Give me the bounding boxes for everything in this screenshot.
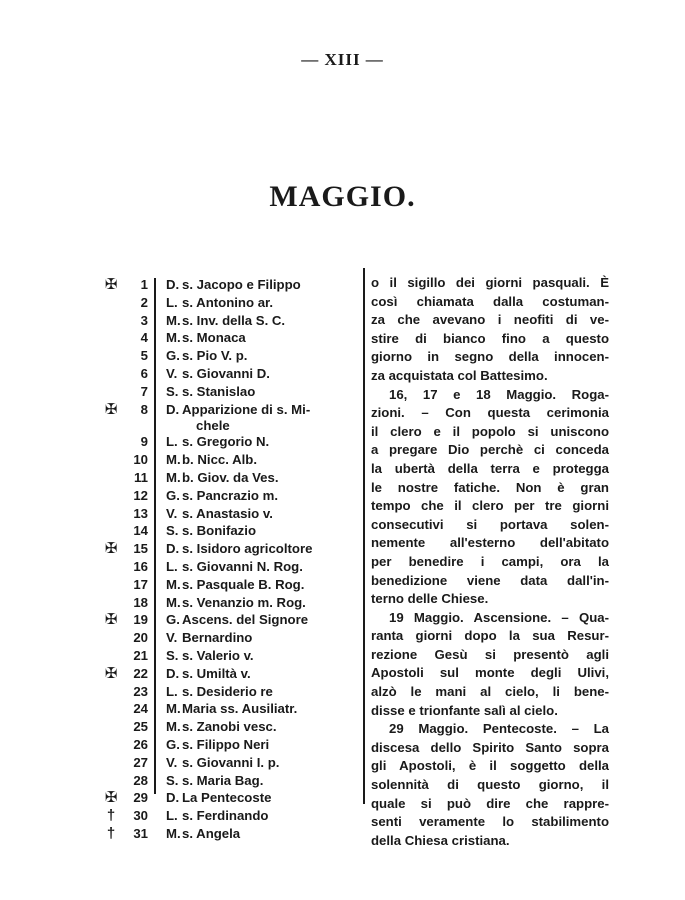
day-number: 21 [133,647,148,663]
note-line: rezione Gesù si presentò agli [371,646,609,662]
note-line: za acquistata col Battesimo. [371,367,548,383]
note-line: il clero e il popolo si uniscono [371,423,609,439]
note-line: le nostre fatiche. Non è gran [371,479,609,495]
saint-name: s. Gregorio N. [182,434,270,450]
note-line: stire di bianco fino a questo [371,330,609,346]
calendar-row [100,522,362,540]
calendar-row [100,276,362,294]
day-number: 25 [133,719,148,735]
calendar-row [100,469,362,487]
weekday: M. [166,312,181,328]
weekday: D. [166,541,180,557]
note-line: quale si può dire che rappre- [371,795,609,811]
calendar-row [100,665,362,683]
weekday: D. [166,401,180,417]
saint-name: La Pentecoste [182,790,272,806]
weekday: L. [166,558,178,574]
day-number: 3 [140,312,148,328]
day-number: 5 [140,348,148,364]
calendar-row [100,629,362,647]
saint-name: s. Inv. della S. C. [182,312,286,328]
calendar-row [100,347,362,365]
calendar-row [100,718,362,736]
note-line: per benedire i campi, ora la [371,553,609,569]
note-line: benedizione viene data dall'in- [371,572,609,588]
note-line: terno delle Chiese. [371,591,489,607]
note-line: alzò le mani al cielo, li bene- [371,684,609,700]
saint-name: s. Filippo Neri [182,736,270,752]
note-line: o il sigillo dei giorni pasquali. È [371,275,609,290]
saint-name: s. Venanzio m. Rog. [182,594,306,610]
day-number: 17 [133,576,148,592]
calendar-row [100,540,362,558]
calendar-row [100,401,362,419]
calendar-row [100,647,362,665]
weekday: S. [166,647,179,663]
weekday: M. [166,825,181,841]
calendar-row [100,772,362,790]
note-line: Apostoli sul monte degli Ulivi, [371,665,609,681]
saint-name: Bernardino [182,630,253,646]
day-number: 8 [140,401,148,417]
day-number: 1 [140,277,148,292]
calendar-row [100,611,362,629]
weekday: L. [166,683,178,699]
weekday: M. [166,719,181,735]
saint-name: chele [196,418,230,434]
saint-name: s. Desiderio re [182,683,273,699]
day-number: 4 [140,330,148,346]
day-number: 11 [134,469,148,485]
calendar-row [100,594,362,612]
saint-name: s. Giovanni D. [182,365,270,381]
feast-mark-icon: ✠ [104,400,118,418]
calendar-row [100,329,362,347]
calendar-row [100,312,362,330]
weekday: L. [166,294,178,310]
day-number: 6 [140,365,148,381]
weekday: S. [166,383,179,399]
calendar-row [100,433,362,451]
weekday: D. [166,665,180,681]
saint-name: s. Umiltà v. [182,665,251,681]
weekday: D. [166,277,180,292]
feast-mark-icon: ✠ [104,276,118,293]
saint-name: s. Stanislao [182,383,256,399]
day-number: 13 [133,505,148,521]
saint-name: s. Maria Bag. [182,772,264,788]
note-line: tempo che il clero per tre giorni [371,498,609,514]
note-line: così chiamata dalla costuman- [371,293,609,309]
page-number: — XIII — [301,50,384,69]
day-number: 12 [133,487,148,503]
saint-name: s. Anastasio v. [182,505,273,521]
calendar-row [100,418,362,433]
note-line: consecutivi si portava solen- [371,516,609,532]
calendar-row [100,736,362,754]
day-number: 14 [133,523,148,539]
day-number: 26 [133,736,148,752]
day-number: 28 [133,772,148,788]
saint-name: s. Zanobi vesc. [182,719,277,735]
saint-name: Maria ss. Ausiliatr. [182,701,298,717]
calendar-row [100,365,362,383]
feast-mark-icon: † [106,824,116,842]
weekday: G. [166,612,180,628]
day-number: 23 [133,683,148,699]
calendar-row [100,754,362,772]
weekday: L. [166,434,178,450]
note-line: gli Apostoli, è il soggetto della [371,758,609,774]
calendar-row [100,451,362,469]
saint-name: s. Jacopo e Filippo [182,277,301,292]
note-line: senti veramente lo stabilimento [371,814,609,830]
month-title: MAGGIO. [269,180,416,213]
note-line: 29 Maggio. Pentecoste. – La [389,721,609,737]
saint-name: Ascens. del Signore [182,612,309,628]
feast-mark-icon: ✠ [104,611,118,629]
calendar-row [100,558,362,576]
weekday: M. [166,330,181,346]
calendar-row [100,576,362,594]
weekday: V. [166,630,178,646]
weekday: G. [166,487,180,503]
saint-name: s. Ferdinando [182,808,269,824]
weekday: G. [166,736,180,752]
weekday: V. [166,365,178,381]
saint-name: s. Angela [182,825,241,841]
weekday: G. [166,348,180,364]
calendar-row [100,383,362,401]
feast-mark-icon: † [106,807,116,825]
day-number: 24 [133,701,148,717]
weekday: M. [166,594,181,610]
weekday: S. [166,523,179,539]
saint-name: s. Valerio v. [182,647,254,663]
feast-mark-icon: ✠ [104,540,118,558]
calendar-row [100,789,362,807]
note-line: solennità di questo giorno, il [371,777,609,793]
calendar-row [100,487,362,505]
saint-name: s. Bonifazio [182,523,256,539]
saint-name: b. Nicc. Alb. [182,452,257,468]
saint-name: s. Isidoro agricoltore [182,541,313,557]
note-line: zioni. – Con questa cerimonia [371,405,609,421]
day-number: 20 [133,630,148,646]
day-number: 16 [133,558,148,574]
saint-name: s. Antonino ar. [182,294,274,310]
weekday: V. [166,505,178,521]
saint-name: s. Giovanni N. Rog. [182,558,303,574]
calendar-row [100,825,362,843]
day-number: 9 [140,434,148,450]
weekday: D. [166,790,180,806]
day-number: 2 [140,294,148,310]
note-line: za che avevano i neofiti di ve- [371,312,609,328]
saint-name: s. Pasquale B. Rog. [182,576,305,592]
feast-mark-icon: ✠ [104,789,118,807]
day-number: 30 [133,808,148,824]
saint-name: b. Giov. da Ves. [182,469,279,485]
note-line: a pregare Dio perchè ci conceda [371,442,609,458]
notes-column [371,274,609,850]
note-line: nemente all'esterno dell'abitato [371,535,609,551]
column-divider [363,268,365,804]
calendar-row [100,807,362,825]
day-number: 7 [140,383,148,399]
note-line: la ubertà della terra e protegga [371,460,609,476]
day-number: 18 [133,594,148,610]
note-line: 16, 17 e 18 Maggio. Roga- [389,386,609,402]
saint-name: Apparizione di s. Mi- [182,401,311,417]
day-number: 29 [133,790,148,806]
note-line: ranta giorni dopo la sua Resur- [371,628,609,644]
calendar-row [100,683,362,701]
calendar-row [100,505,362,523]
feast-mark-icon: ✠ [104,664,118,682]
calendar-row [100,700,362,718]
saint-name: s. Giovanni I. p. [182,754,280,770]
day-number: 31 [133,825,148,841]
weekday: M. [166,576,181,592]
calendar-column [100,276,362,843]
weekday: M. [166,469,181,485]
saint-name: s. Monaca [182,330,246,346]
weekday: M. [166,452,181,468]
note-line: disse e trionfante salì al cielo. [371,702,558,718]
note-line: giorno in segno della innocen- [371,349,609,365]
day-number: 27 [133,754,148,770]
weekday: V. [166,754,178,770]
saint-name: s. Pio V. p. [182,348,248,364]
day-number: 15 [133,541,148,557]
note-line: 19 Maggio. Ascensione. – Qua- [389,609,609,625]
day-number: 10 [133,452,148,468]
calendar-row [100,294,362,312]
weekday: M. [166,701,181,717]
day-number: 19 [133,612,148,628]
saint-name: s. Pancrazio m. [182,487,279,503]
day-number: 22 [133,665,148,681]
note-line: della Chiesa cristiana. [371,832,510,848]
weekday: S. [166,772,179,788]
weekday: L. [166,808,178,824]
note-line: discesa dello Spirito Santo sopra [371,739,609,755]
